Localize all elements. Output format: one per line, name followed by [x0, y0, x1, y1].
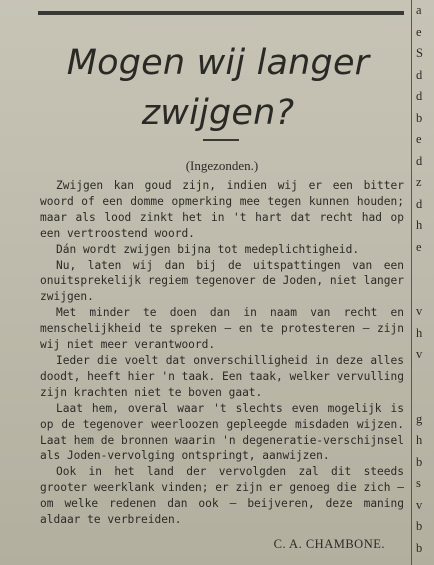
- column-fragment-letter: S: [416, 46, 423, 60]
- article-signature: C. A. CHAMBONE.: [273, 537, 385, 551]
- column-fragment-letter: h: [416, 433, 423, 447]
- column-fragment-letter: b: [416, 454, 423, 469]
- column-fragment-letter: [416, 280, 434, 302]
- column-fragment-letter: e: [416, 132, 422, 146]
- paragraph: Nu, laten wij dan bij de uitspattingen van een onuitsprekelijk regiem tegenover de Joden, niet langer zwijgen.: [40, 258, 404, 304]
- title-divider: [203, 139, 239, 141]
- column-fragment-letter: b: [416, 540, 423, 555]
- column-fragment-letter: a: [416, 3, 422, 17]
- column-fragment-letter: d: [416, 67, 423, 82]
- column-fragment-letter: d: [416, 153, 423, 168]
- article-subtitle: (Ingezonden.): [185, 158, 259, 173]
- column-fragment-letter: h: [416, 218, 423, 232]
- column-fragment-letter: b: [416, 110, 423, 125]
- adjacent-column-fragment: [416, 0, 434, 565]
- column-fragment-letter: z: [416, 175, 422, 189]
- column-fragment-letter: b: [416, 519, 423, 533]
- paragraph: Dán wordt zwijgen bijna tot medeplichtigheid.: [56, 242, 360, 256]
- column-fragment-letter: [416, 366, 434, 388]
- column-fragment-letter: s: [416, 476, 421, 490]
- title-line-1: Mogen wij langer: [66, 43, 370, 83]
- column-fragment-letter: h: [416, 325, 423, 340]
- top-rule: [38, 11, 404, 15]
- column-fragment-letter: v: [416, 347, 423, 361]
- article-body: [40, 178, 404, 528]
- paragraph: Ook in het land der vervolgden zal dit steeds grooter weerklank vinden; er zijn er genoeg die zich — om welke redenen dan ook — beijveren, deze maning aldaar te verbreiden.: [40, 465, 404, 527]
- paragraph: Met minder te doen dan in naam van recht en menschelijkheid te spreken — en te protesteren — zijn wij niet meer verantwoord.: [40, 306, 404, 352]
- column-divider: [411, 0, 412, 565]
- column-fragment-letter: d: [416, 196, 423, 211]
- column-fragment-letter: [416, 258, 434, 280]
- column-fragment-letter: d: [416, 89, 423, 103]
- column-fragment-letter: e: [416, 239, 422, 254]
- column-fragment-letter: e: [416, 24, 422, 39]
- article-title: [40, 38, 396, 138]
- column-fragment-letter: v: [416, 304, 423, 318]
- title-line-2: zwijgen?: [141, 93, 295, 133]
- column-fragment-letter: [416, 387, 434, 409]
- column-fragment-letter: v: [416, 497, 423, 512]
- column-fragment-letter: g: [416, 411, 423, 426]
- paragraph: Zwijgen kan goud zijn, indien wij er een bitter woord of een domme opmerking mee tegen kunnen houden; maar als lood zinkt het in 't hart dat recht had op een vertroostend woord.: [40, 179, 404, 240]
- paragraph: Ieder die voelt dat onverschilligheid in deze alles doodt, heeft hier 'n taak. Een taak, welker vervulling zijn krachten niet te boven gaat.: [40, 353, 404, 399]
- paragraph: Laat hem, overal waar 't slechts even mogelijk is op de tegenover weerloozen gepleegde misdaden wijzen. Laat hem de bronnen waarin 'n degeneratie-verschijnsel als Joden-vervolging ontspringt, aanwijzen.: [40, 401, 404, 463]
